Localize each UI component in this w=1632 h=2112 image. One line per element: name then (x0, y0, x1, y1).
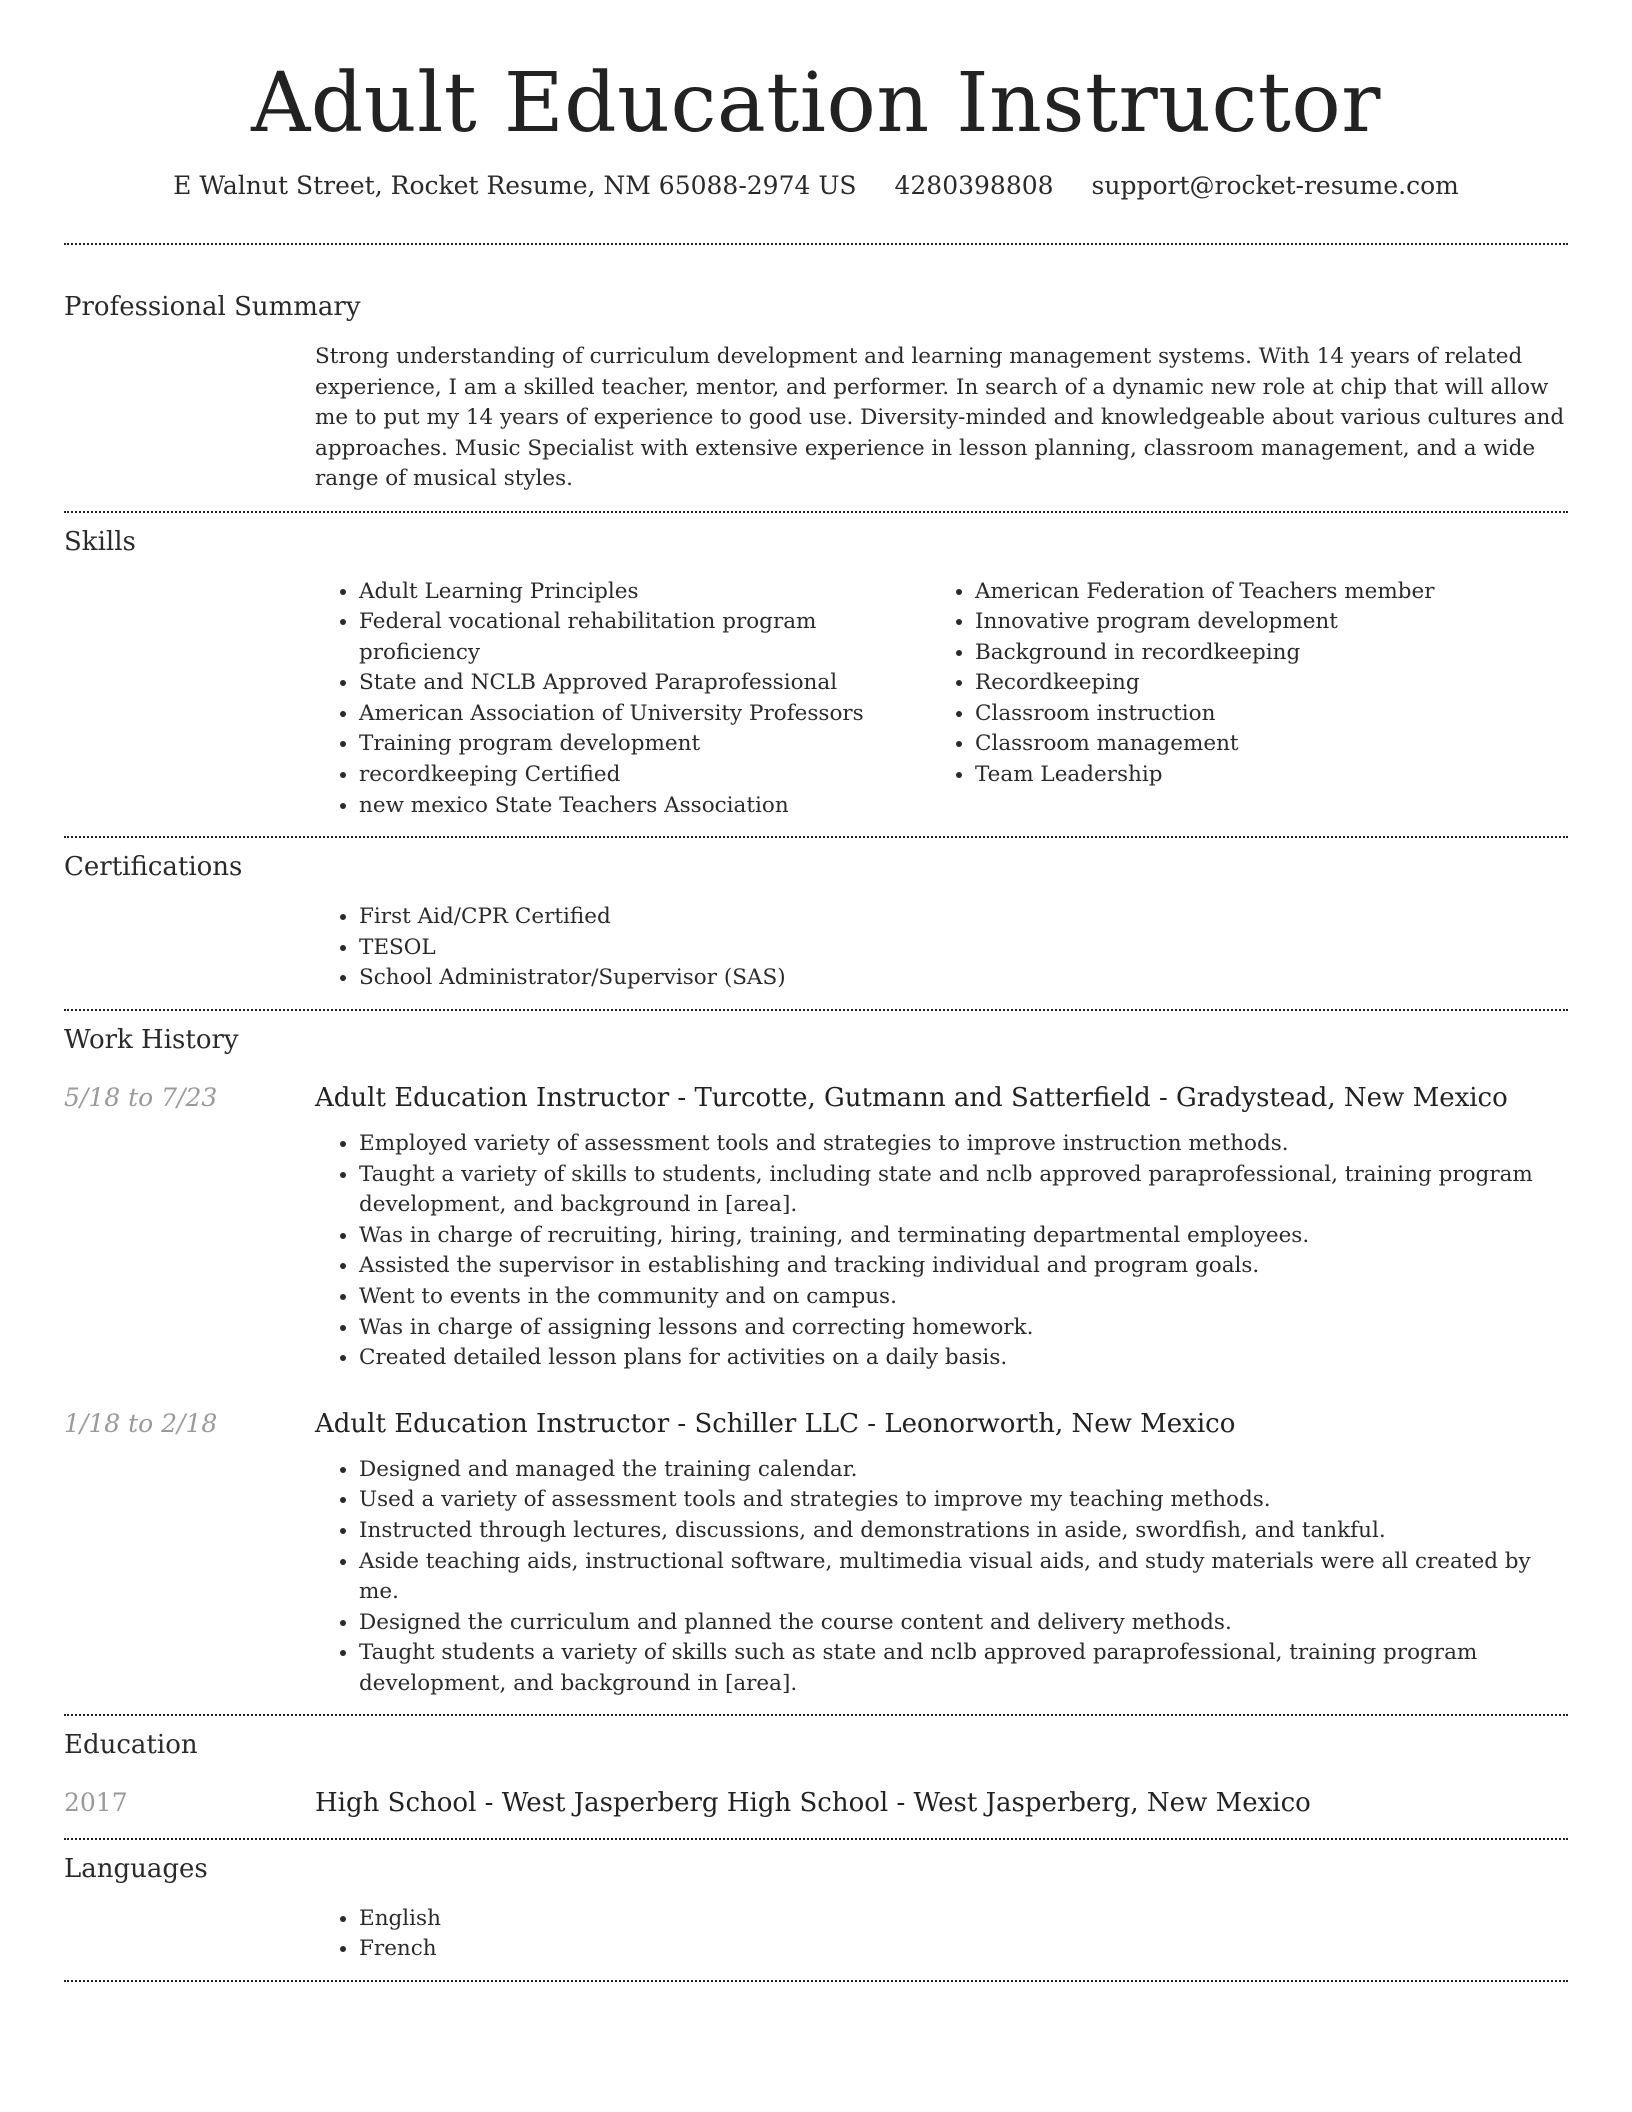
work-history-title: Work History (64, 1025, 239, 1056)
skill-item: • recordkeeping Certified (359, 760, 931, 791)
skill-item: • Classroom instruction (975, 699, 1435, 730)
skill-item: • Team Leadership (975, 760, 1435, 791)
job-header (64, 1081, 1568, 1115)
job-heading: Adult Education Instructor - Schiller LLC - Leonorworth, New Mexico (315, 1408, 1236, 1439)
education-heading: High School - West Jasperberg High School - West Jasperberg, New Mexico (315, 1787, 1311, 1818)
phone-text: 4280398808 (894, 171, 1054, 200)
job-dates: 5/18 to 7/23 (64, 1083, 218, 1113)
skills-list-right (931, 577, 1435, 822)
resume-page (64, 0, 1568, 1982)
job-heading: Adult Education Instructor - Turcotte, Gutmann and Satterfield - Gradystead, New Mexico (315, 1083, 1508, 1114)
job-header (64, 1407, 1568, 1441)
job-bullet: • Used a variety of assessment tools and strategies to improve my teaching methods. (359, 1485, 1568, 1516)
job-bullet: • Created detailed lesson plans for activities on a daily basis. (359, 1343, 1568, 1374)
candidate-name: Adult Education Instructor (251, 56, 1381, 151)
certification-item: • School Administrator/Supervisor (SAS) (359, 963, 1568, 994)
skill-item: • American Federation of Teachers member (975, 577, 1435, 608)
skills-title: Skills (64, 526, 136, 557)
job-entry (64, 1081, 1568, 1374)
languages-section (64, 1840, 1568, 1965)
job-bullet: • Went to events in the community and on campus. (359, 1282, 1568, 1313)
skill-item: • Background in recordkeeping (975, 638, 1435, 669)
certifications-title: Certifications (64, 852, 243, 883)
language-item: • French (359, 1934, 1568, 1965)
divider-languages (64, 1980, 1568, 1982)
job-bullet: • Instructed through lectures, discussions, and demonstrations in aside, swordfish, and tankful. (359, 1516, 1568, 1547)
email-text: support@rocket-resume.com (1091, 171, 1459, 200)
skill-item: • new mexico State Teachers Association (359, 791, 931, 822)
summary-title: Professional Summary (64, 292, 361, 322)
job-bullets (315, 1129, 1568, 1374)
job-bullet: • Designed and managed the training calendar. (359, 1455, 1568, 1486)
skill-item: • Recordkeeping (975, 668, 1435, 699)
job-bullet: • Taught a variety of skills to students, including state and nclb approved paraprofessional, training program development, and background in [area]. (359, 1160, 1568, 1221)
education-section (64, 1716, 1568, 1820)
summary-section (64, 245, 1568, 495)
languages-title: Languages (64, 1853, 208, 1884)
skill-item: • Training program development (359, 729, 931, 760)
education-year: 2017 (64, 1787, 128, 1817)
job-bullet: • Was in charge of assigning lessons and correcting homework. (359, 1313, 1568, 1344)
job-bullet: • Employed variety of assessment tools and strategies to improve instruction methods. (359, 1129, 1568, 1160)
education-title: Education (64, 1729, 198, 1760)
summary-text: Strong understanding of curriculum development and learning management systems. With 14 years of related experience, I am a skilled teacher, mentor, and performer. In search of a dynamic new role at chip that will allow me to put my 14 years of experience to good use. Diversity-minded and knowledgeable about various cultures and approaches. Music Specialist with extensive experience in lesson planning, classroom management, and a wide range of musical styles. (315, 344, 1565, 491)
skill-item: • Adult Learning Principles (359, 577, 931, 608)
skill-item: • American Association of University Professors (359, 699, 931, 730)
job-entry (64, 1407, 1568, 1700)
skill-item: • State and NCLB Approved Paraprofessional (359, 668, 931, 699)
job-bullet: • Aside teaching aids, instructional software, multimedia visual aids, and study materials were all created by me. (359, 1547, 1568, 1608)
contact-line (64, 170, 1568, 202)
job-bullet: • Taught students a variety of skills such as state and nclb approved paraprofessional, training program development, and background in [area]. (359, 1638, 1568, 1699)
skill-item: • Classroom management (975, 729, 1435, 760)
job-bullet: • Assisted the supervisor in establishing and tracking individual and program goals. (359, 1251, 1568, 1282)
certifications-list (315, 902, 1568, 994)
education-entry (64, 1786, 1568, 1820)
job-bullet: • Was in charge of recruiting, hiring, training, and terminating departmental employees. (359, 1221, 1568, 1252)
skills-columns (315, 577, 1568, 822)
certifications-section (64, 838, 1568, 994)
certification-item: • First Aid/CPR Certified (359, 902, 1568, 933)
certification-item: • TESOL (359, 933, 1568, 964)
work-history-section (64, 1011, 1568, 1700)
job-bullets (315, 1455, 1568, 1700)
skill-item: • Innovative program development (975, 607, 1435, 638)
languages-list (315, 1904, 1568, 1965)
job-bullet: • Designed the curriculum and planned the course content and delivery methods. (359, 1608, 1568, 1639)
skill-item: • Federal vocational rehabilitation program proficiency (359, 607, 931, 668)
skills-list-left (315, 577, 931, 822)
skills-section (64, 513, 1568, 822)
address-text: E Walnut Street, Rocket Resume, NM 65088-2974 US (173, 171, 857, 200)
job-dates: 1/18 to 2/18 (64, 1408, 218, 1438)
language-item: • English (359, 1904, 1568, 1935)
